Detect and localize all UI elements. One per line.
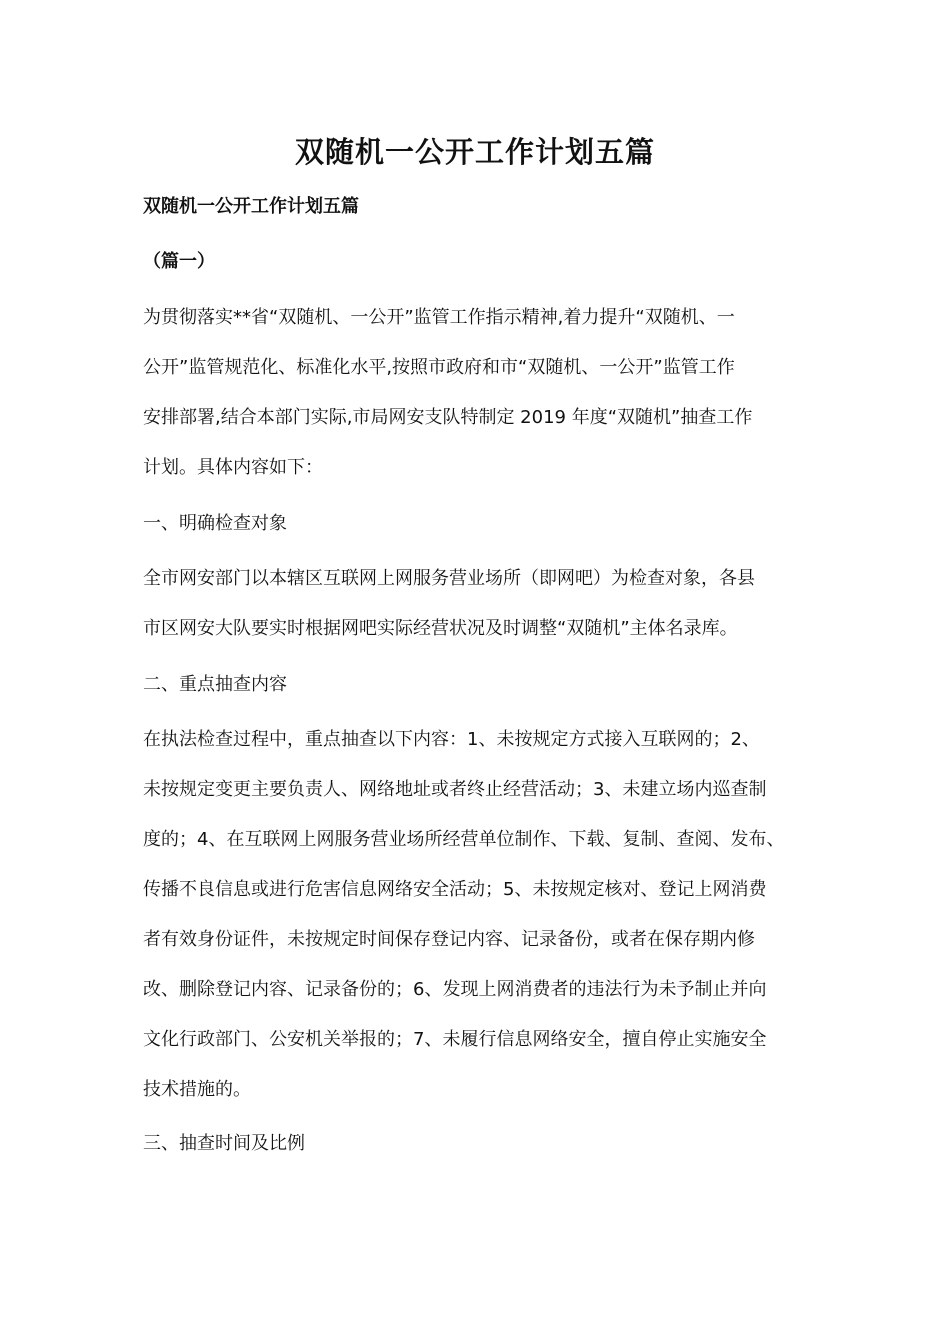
intro-line: 安排部署,结合本部门实际,市局网安支队特制定 2019 年度“双随机”抽查工作 <box>143 407 753 428</box>
document-subtitle: 双随机一公开工作计划五篇 <box>143 196 359 217</box>
section-heading-2: 二、重点抽查内容 <box>143 674 287 695</box>
document-title: 双随机一公开工作计划五篇 <box>294 135 655 169</box>
intro-line: 公开”监管规范化、标准化水平,按照市政府和市“双随机、一公开”监管工作 <box>143 357 735 378</box>
section-1-paragraph <box>143 554 843 654</box>
section-1-line: 全市网安部门以本辖区互联网上网服务营业场所（即网吧）为检查对象，各县 <box>143 568 755 589</box>
section-2-line: 未按规定变更主要负责人、网络地址或者终止经营活动；3、未建立场内巡查制 <box>143 779 767 800</box>
part-label: （篇一） <box>143 251 215 272</box>
section-heading-1: 一、明确检查对象 <box>143 513 287 534</box>
section-2-line: 文化行政部门、公安机关举报的；7、未履行信息网络安全，擅自停止实施安全 <box>143 1029 767 1050</box>
section-2-paragraph <box>143 715 843 1115</box>
section-1-line: 市区网安大队要实时根据网吧实际经营状况及时调整“双随机”主体名录库。 <box>143 618 738 639</box>
section-2-line: 传播不良信息或进行危害信息网络安全活动；5、未按规定核对、登记上网消费 <box>143 879 767 900</box>
intro-line: 计划。具体内容如下： <box>143 457 323 478</box>
section-2-line: 者有效身份证件，未按规定时间保存登记内容、记录备份，或者在保存期内修 <box>143 929 755 950</box>
section-2-line: 在执法检查过程中，重点抽查以下内容：1、未按规定方式接入互联网的；2、 <box>143 729 760 750</box>
section-2-line: 度的；4、在互联网上网服务营业场所经营单位制作、下载、复制、查阅、发布、 <box>143 829 785 850</box>
section-2-line: 技术措施的。 <box>143 1079 251 1100</box>
intro-paragraph <box>143 293 843 493</box>
section-2-line: 改、删除登记内容、记录备份的；6、发现上网消费者的违法行为未予制止并向 <box>143 979 767 1000</box>
intro-line: 为贯彻落实**省“双随机、一公开”监管工作指示精神,着力提升“双随机、一 <box>143 307 735 328</box>
section-heading-3: 三、抽查时间及比例 <box>143 1133 305 1154</box>
